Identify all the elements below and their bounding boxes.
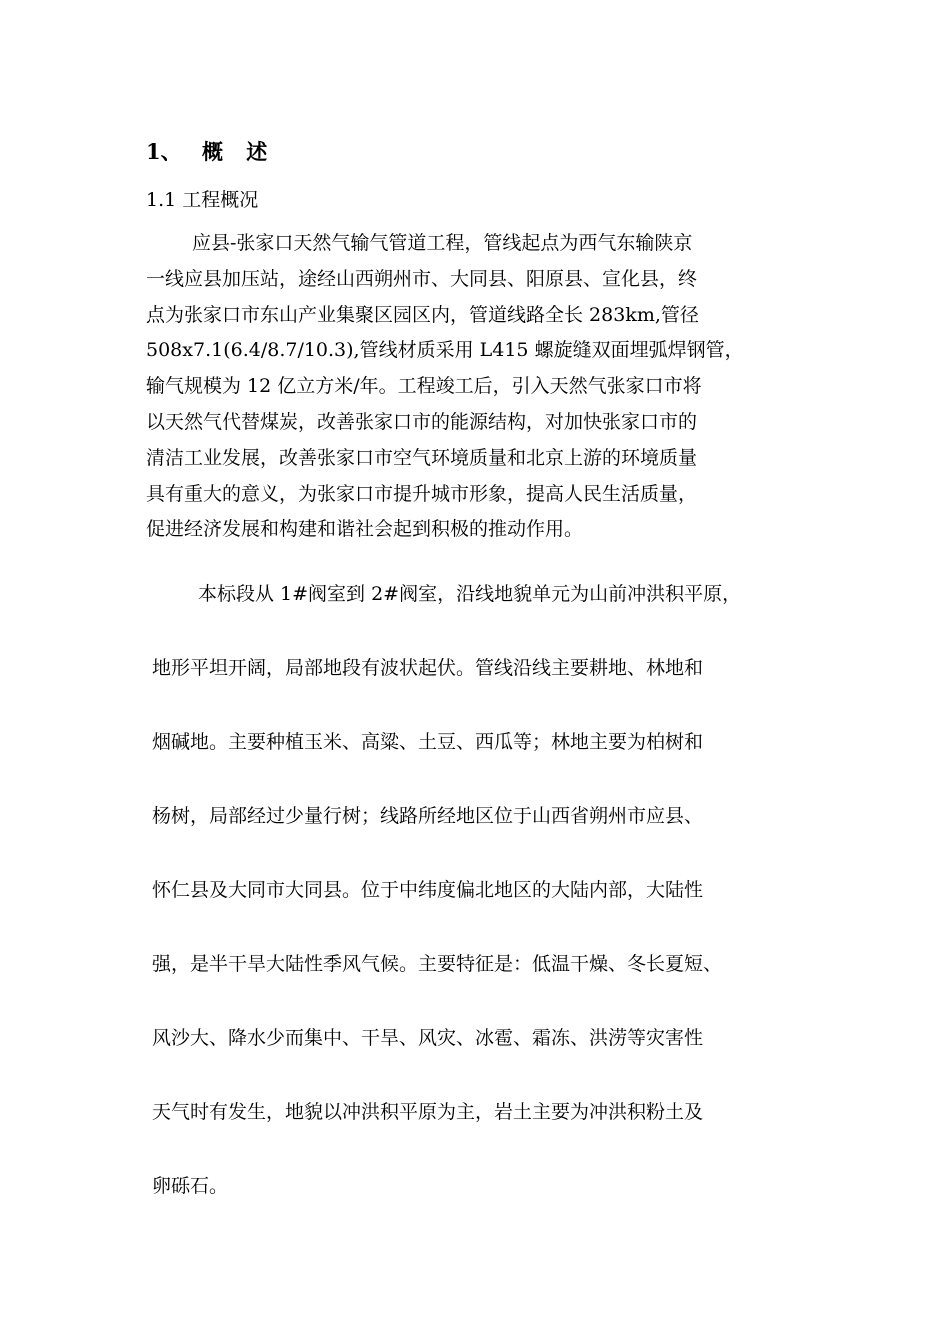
paragraph-line: 清洁工业发展，改善张家口市空气环境质量和北京上游的环境质量 — [146, 446, 698, 469]
paragraph-line: 杨树，局部经过少量行树；线路所经地区位于山西省朔州市应县、 — [152, 805, 704, 827]
section-title: 概 述 — [202, 139, 276, 164]
paragraph-line: 应县-张家口天然气输气管道工程，管线起点为西气东输陕京 — [192, 232, 693, 254]
paragraph-line: 天气时有发生，地貌以冲洪积平原为主，岩土主要为冲洪积粉土及 — [152, 1101, 704, 1123]
paragraph-line: 输气规模为 12 亿立方米/年。工程竣工后，引入天然气张家口市将 — [146, 375, 702, 398]
paragraph-line: 促进经济发展和构建和谐社会起到积极的推动作用。 — [146, 518, 584, 541]
paragraph-line: 卵砾石。 — [152, 1175, 229, 1197]
paragraph-section-terrain — [152, 578, 817, 1244]
paragraph-line: 以天然气代替煤炭，改善张家口市的能源结构，对加快张家口市的 — [146, 410, 698, 433]
subsection-heading: 1.1 工程概况 — [146, 189, 259, 211]
paragraph-line: 本标段从 1#阀室到 2#阀室，沿线地貌单元为山前冲洪积平原， — [198, 583, 742, 605]
paragraph-line: 烟碱地。主要种植玉米、高粱、土豆、西瓜等；林地主要为柏树和 — [152, 731, 704, 753]
paragraph-line: 具有重大的意义，为张家口市提升城市形象，提高人民生活质量， — [146, 482, 698, 505]
paragraph-line: 一线应县加压站，途经山西朔州市、大同县、阳原县、宣化县，终 — [146, 267, 698, 290]
paragraph-line: 风沙大、降水少而集中、干旱、风灾、冰雹、霜冻、洪涝等灾害性 — [152, 1027, 704, 1049]
paragraph-line: 强，是半干旱大陆性季风气候。主要特征是：低温干燥、冬长夏短、 — [152, 953, 723, 975]
paragraph-line: 508x7.1(6.4/8.7/10.3),管线材质采用 L415 螺旋缝双面埋弧焊钢管， — [146, 339, 744, 362]
paragraph-line: 点为张家口市东山产业集聚区园区内，管道线路全长 283km,管径 — [146, 303, 699, 326]
section-number: 1、 — [146, 139, 182, 164]
paragraph-line: 地形平坦开阔，局部地段有波状起伏。管线沿线主要耕地、林地和 — [152, 657, 704, 679]
paragraph-line: 怀仁县及大同市大同县。位于中纬度偏北地区的大陆内部，大陆性 — [152, 879, 704, 901]
section-heading — [146, 137, 275, 167]
paragraph-project-overview — [146, 226, 811, 548]
